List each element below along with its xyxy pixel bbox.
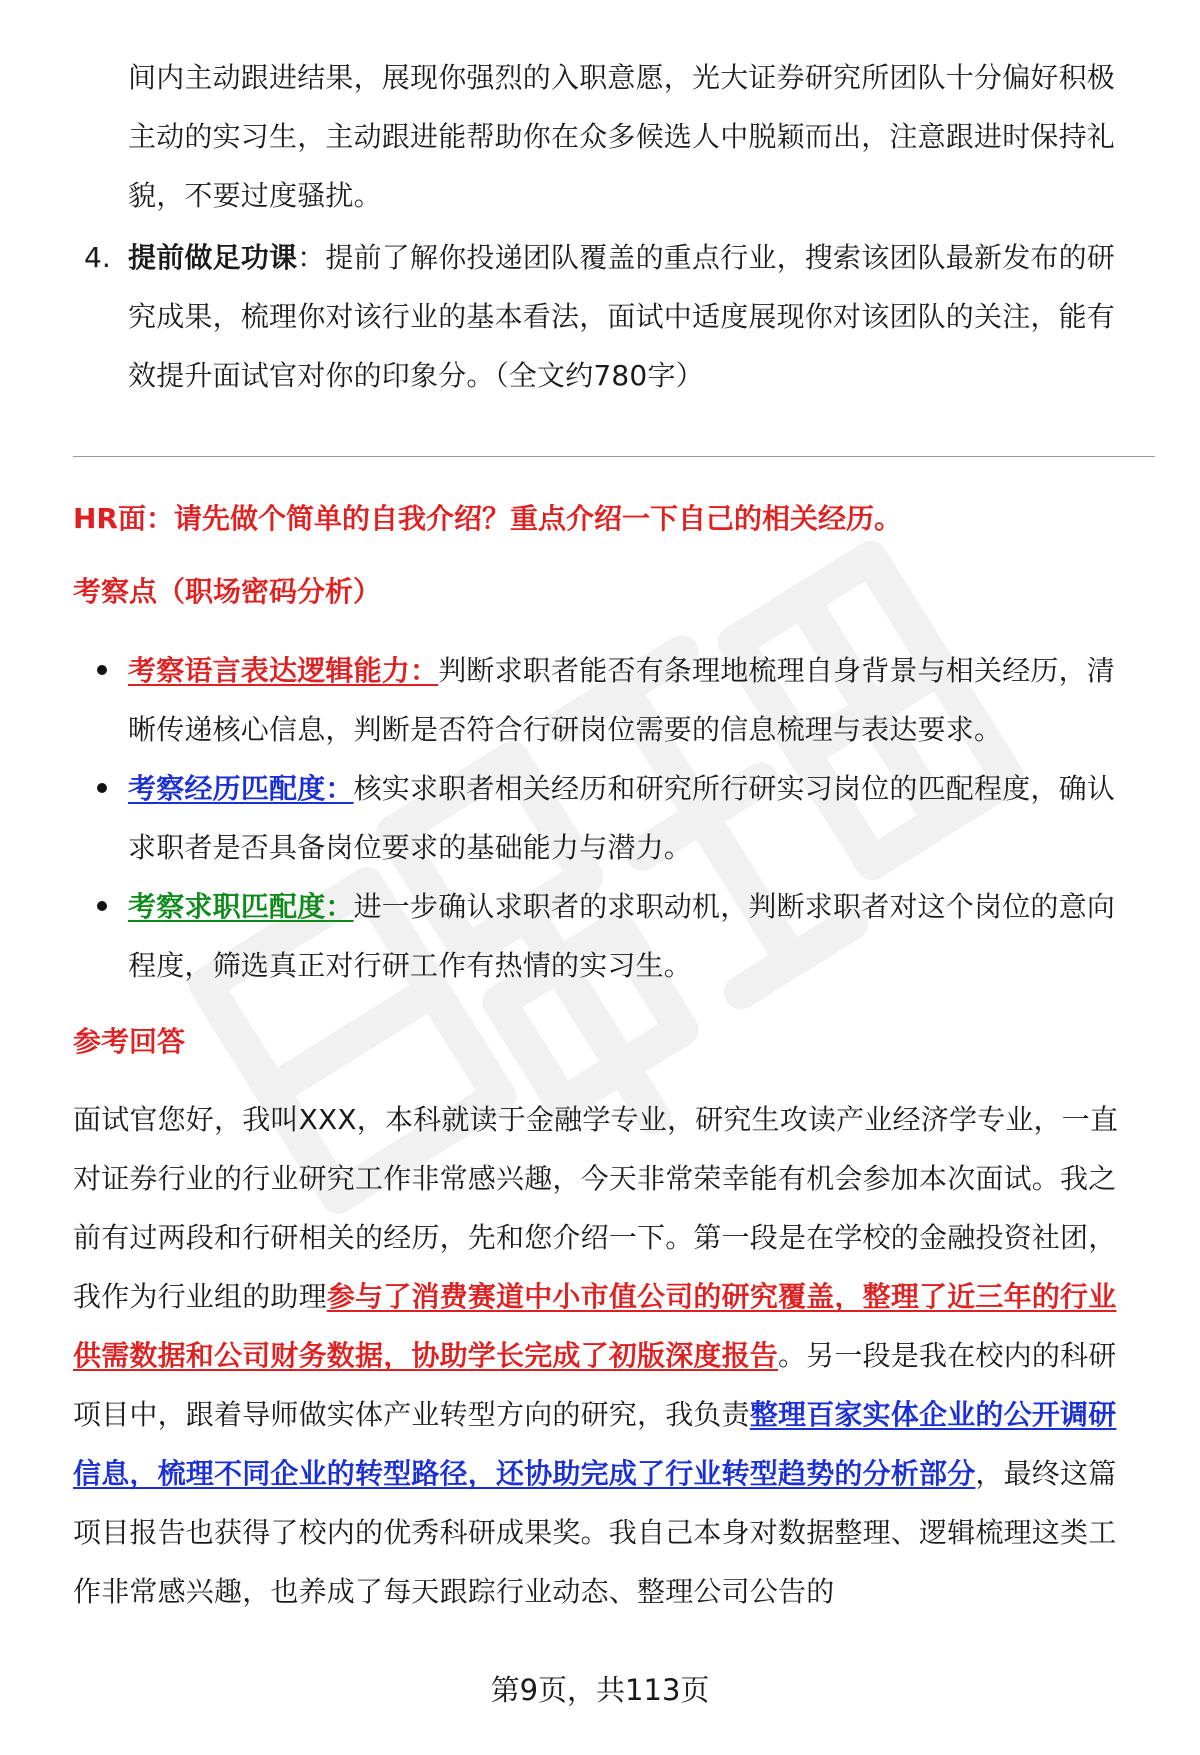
bullet-dot (97, 901, 107, 911)
answer-text: ，最终这篇项目报告也获得了校内的优秀科研成果奖。我自己本身对数据整理、逻辑梳理这类工作非常感兴趣，也养成了每天跟踪行业动态、整理公司公告的 (73, 1457, 1117, 1608)
bullet-text: 核实求职者相关经历和研究所行研实习岗位的匹配程度，确认求职者是否具备岗位要求的基础能力与潜力。 (128, 772, 1116, 864)
answer-heading: 参考回答 (73, 1025, 186, 1058)
bullet-dot (97, 665, 107, 675)
interview-question-title: HR面：请先做个简单的自我介绍？重点介绍一下自己的相关经历。 (73, 502, 902, 535)
bullet-dot (97, 783, 107, 793)
analysis-bullet-3 (128, 877, 1138, 995)
list-item-4 (128, 228, 1138, 405)
page-number: 第9页，共113页 (490, 1673, 710, 1707)
analysis-bullet-1 (128, 641, 1138, 759)
section-divider (73, 456, 1155, 457)
list-item-body: ：提前了解你投递团队覆盖的重点行业，搜索该团队最新发布的研究成果，梳理你对该行业的基本看法，面试中适度展现你对该团队的关注，能有效提升面试官对你的印象分。（全文约780字） (128, 241, 1116, 392)
analysis-heading: 考察点（职场密码分析） (73, 575, 382, 608)
answer-body (73, 1090, 1143, 1621)
list-item-title: 提前做足功课 (128, 241, 298, 274)
item3-continuation-text: 间内主动跟进结果，展现你强烈的入职意愿，光大证券研究所团队十分偏好积极主动的实习生，主动跟进能帮助你在众多候选人中脱颖而出，注意跟进时保持礼貌，不要过度骚扰。 (128, 61, 1116, 212)
bullet-text: 进一步确认求职者的求职动机，判断求职者对这个岗位的意向程度，筛选真正对行研工作有热情的实习生。 (128, 890, 1116, 982)
bullet-label: 考察语言表达逻辑能力： (128, 654, 439, 687)
bullet-label: 考察求职匹配度： (128, 890, 354, 923)
bullet-text: 判断求职者能否有条理地梳理自身背景与相关经历，清晰传递核心信息，判断是否符合行研岗位需要的信息梳理与表达要求。 (128, 654, 1116, 746)
answer-highlight-red: 参与了消费赛道中小市值公司的研究覆盖，整理了近三年的行业供需数据和公司财务数据，协助学长完成了初版深度报告 (73, 1280, 1117, 1372)
list-number: 4. (84, 241, 111, 274)
analysis-bullet-2 (128, 759, 1138, 877)
answer-highlight-blue: 整理百家实体企业的公开调研信息，梳理不同企业的转型路径，还协助完成了行业转型趋势的分析部分 (73, 1398, 1117, 1490)
bullet-label: 考察经历匹配度： (128, 772, 354, 805)
answer-text: 面试官您好，我叫XXX，本科就读于金融学专业，研究生攻读产业经济学专业，一直对证券行业的行业研究工作非常感兴趣，今天非常荣幸能有机会参加本次面试。我之前有过两段和行研相关的经历，先和您介绍一下。第一段是在学校的金融投资社团，我作为行业组的助理 (73, 1103, 1119, 1313)
answer-text: 。另一段是我在校内的科研项目中，跟着导师做实体产业转型方向的研究，我负责 (73, 1339, 1117, 1431)
